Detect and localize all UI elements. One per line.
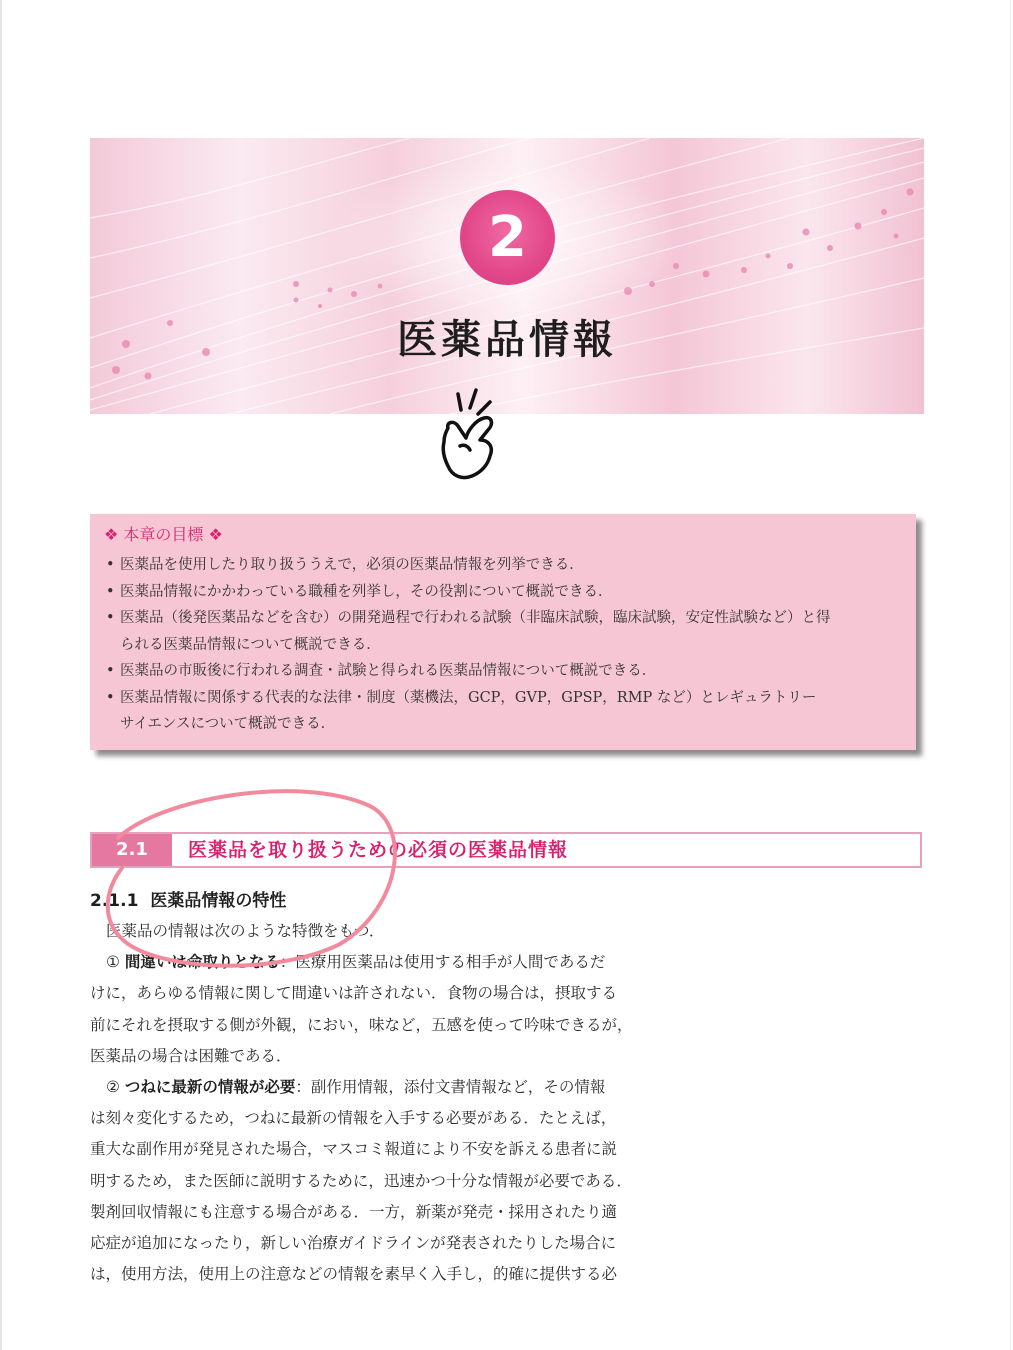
objective-text: 医薬品を使用したり取り扱ううえで，必須の医薬品情報を列挙できる．: [120, 557, 584, 573]
intro-line: 医薬品の情報は次のような特徴をもつ．: [106, 922, 385, 940]
paragraph-1-text: ：医療用医薬品は使用する相手が人間であるだ: [279, 953, 606, 972]
paragraph-1-line: [90, 947, 710, 978]
bullet: •: [106, 583, 115, 600]
page-edge-left: [0, 0, 2, 1350]
objective-item: [106, 552, 906, 579]
paragraph-1-line: 医薬品の場合は困難である．: [90, 1046, 292, 1065]
objective-text: 医薬品情報にかかわっている職種を列挙し，その役割について概説できる．: [120, 583, 613, 600]
paragraph-2-line: 重大な副作用が発見された場合，マスコミ報道により不安を訴える患者に説: [90, 1140, 618, 1159]
objective-text: られる医薬品情報について概説できる．: [120, 636, 381, 653]
subsection-heading: [90, 886, 286, 911]
objectives-heading: ❖ 本章の目標 ❖: [104, 525, 223, 544]
objective-text: 医薬品の市販後に行われる調査・試験と得られる医薬品情報について概説できる．: [120, 663, 657, 679]
paragraph-2-heading: つねに最新の情報が必要: [124, 1078, 296, 1097]
objective-item-continued: [106, 711, 906, 738]
paragraph-2-text: ：副作用情報，添付文書情報など，その情報: [295, 1078, 606, 1097]
pointing-hand-icon: [432, 386, 502, 486]
subsection-number: 2.1.1: [90, 891, 139, 911]
objective-item: [106, 579, 906, 606]
section-title: 医薬品を取り扱うための必須の医薬品情報: [188, 839, 569, 861]
objective-item: [106, 605, 906, 632]
bullet: •: [106, 689, 115, 706]
list-marker: ②: [106, 1078, 120, 1097]
objective-item-continued: [106, 632, 906, 659]
chapter-number-badge: 2: [460, 190, 555, 285]
paragraph-1-line: 前にそれを摂取する側が外観，におい，味など，五感を使って吟味できるが，: [90, 1015, 633, 1034]
paragraph-2-line: は，使用方法，使用上の注意などの情報を素早く入手し，的確に提供する必: [90, 1265, 618, 1284]
objective-item: [106, 685, 906, 712]
paragraph-2-line: 製剤回収情報にも注意する場合がある．一方，新薬が発売・採用されたり適: [90, 1202, 618, 1221]
objective-item: [106, 658, 906, 685]
section-number: 2.1: [92, 834, 172, 866]
section-heading-bar: [90, 832, 922, 868]
objective-text: 医薬品情報に関係する代表的な法律・制度（薬機法，GCP，GVP，GPSP，RMP など）とレギュラトリー: [120, 689, 817, 706]
chapter-objectives-box: [90, 514, 916, 750]
paragraph-1-heading: 間違いは命取りとなる: [124, 953, 280, 972]
paragraph-1-line: けに，あらゆる情報に関して間違いは許されない．食物の場合は，摂取する: [90, 984, 618, 1003]
paragraph-2-line: 明するため，また医師に説明するために，迅速かつ十分な情報が必要である．: [90, 1171, 632, 1190]
bullet: •: [106, 663, 115, 679]
objective-text: 医薬品（後発医薬品などを含む）の開発過程で行われる試験（非臨床試験，臨床試験，安定性試験など）と得: [120, 610, 831, 626]
objectives-list: [106, 552, 906, 738]
paragraph-2-line: は刻々変化するため，つねに最新の情報を入手する必要がある．たとえば，: [90, 1109, 617, 1128]
subsection-title: 医薬品情報の特性: [150, 891, 287, 911]
paragraph-2-line: 応症が追加になったり，新しい治療ガイドラインが発表されたりした場合に: [90, 1234, 617, 1253]
bullet: •: [106, 610, 115, 626]
chapter-title: 医薬品情報: [397, 317, 617, 363]
paragraph-2-line: [90, 1072, 710, 1103]
page-edge-right: [1010, 0, 1011, 1350]
body-text: [90, 916, 710, 1290]
objective-text: サイエンスについて概説できる．: [120, 716, 336, 732]
list-marker: ①: [106, 953, 120, 972]
bullet: •: [106, 557, 115, 573]
